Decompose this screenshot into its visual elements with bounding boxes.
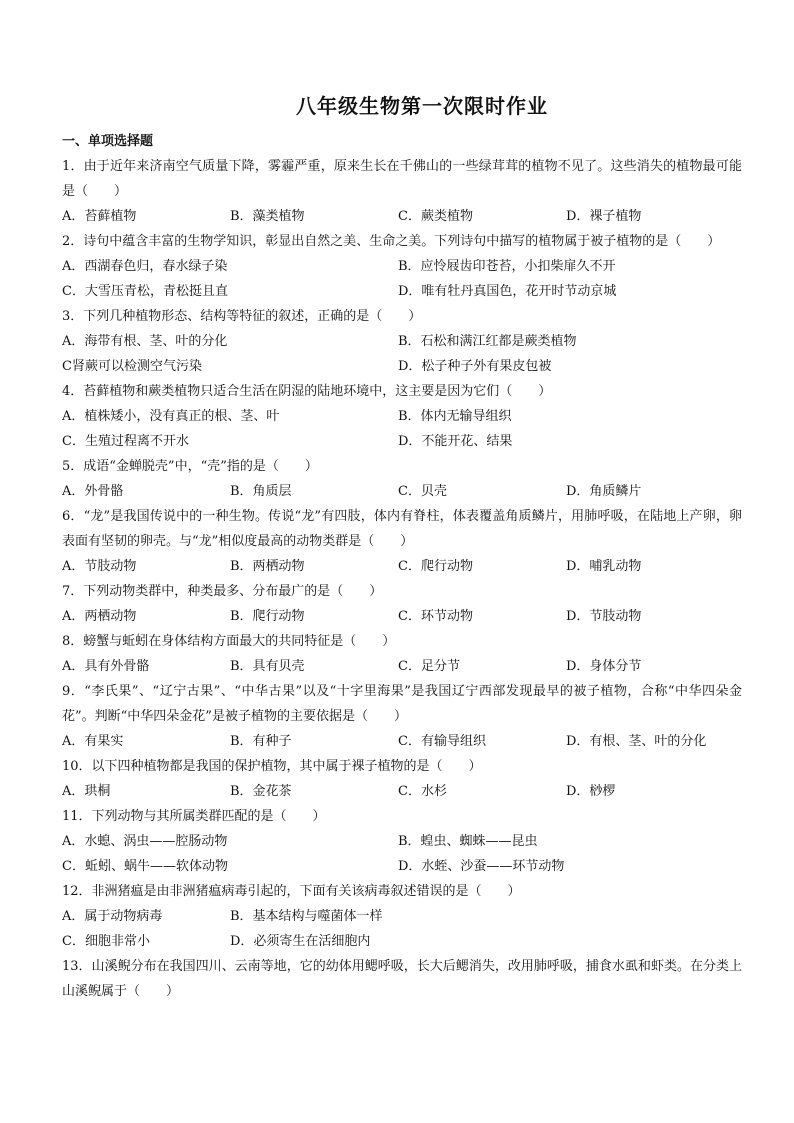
options-row	[62, 554, 742, 579]
option-d[interactable]: D．裸子植物	[566, 209, 642, 224]
option-c[interactable]: C．环节动物	[398, 609, 473, 624]
option-c[interactable]: C．水杉	[398, 784, 447, 799]
options-grid	[62, 404, 742, 454]
option-a[interactable]: A．有果实	[62, 734, 124, 749]
option-a[interactable]: A．两栖动物	[62, 609, 137, 624]
options-grid	[62, 329, 742, 379]
option-b[interactable]: B．金花茶	[230, 784, 292, 799]
question-7	[62, 579, 742, 629]
question-2	[62, 229, 742, 304]
question-9	[62, 679, 742, 754]
page-title: 八年级生物第一次限时作业	[296, 94, 548, 118]
question-stem: 4．苔藓植物和蕨类植物只适合生活在阴湿的陆地环境中，这主要是因为它们（ ）	[62, 384, 552, 399]
option-b[interactable]: B．有种子	[230, 734, 292, 749]
option-c[interactable]: C．有输导组织	[398, 734, 486, 749]
option-b[interactable]: B．应怜屐齿印苍苔，小扣柴扉久不开	[398, 259, 616, 274]
option-d[interactable]: D．角质鳞片	[566, 484, 642, 499]
option-d[interactable]: D．不能开花、结果	[398, 434, 513, 449]
question-6	[62, 504, 742, 579]
option-b[interactable]: B．基本结构与噬菌体一样	[230, 909, 383, 924]
option-a[interactable]: A．西湖春色归，春水绿子染	[62, 259, 228, 274]
question-3	[62, 304, 742, 379]
option-c[interactable]: C．细胞非常小	[62, 934, 150, 949]
option-b[interactable]: B．藻类植物	[230, 209, 305, 224]
question-5	[62, 454, 742, 504]
option-d[interactable]: D．节肢动物	[566, 609, 642, 624]
section-heading: 一、单项选择题	[62, 134, 154, 149]
option-b[interactable]: B．具有贝壳	[230, 659, 305, 674]
option-a[interactable]: A．外骨骼	[62, 484, 124, 499]
option-c[interactable]: C．蚯蚓、蜗牛——软体动物	[62, 859, 228, 874]
option-c[interactable]: C．足分节	[398, 659, 460, 674]
option-c[interactable]: C．生殖过程离不开水	[62, 434, 189, 449]
options-grid	[62, 829, 742, 879]
options-row	[62, 779, 742, 804]
option-a[interactable]: A．水螅、涡虫——腔肠动物	[62, 834, 228, 849]
question-stem: 1．由于近年来济南空气质量下降，雾霾严重，原来生长在千佛山的一些绿茸茸的植物不见了。这些消失的植物最可能是（ ）	[62, 159, 742, 199]
option-a[interactable]: A．苔藓植物	[62, 209, 137, 224]
question-stem: 10．以下四种植物都是我国的保护植物，其中属于裸子植物的是（ ）	[62, 759, 482, 774]
options-row	[62, 929, 742, 954]
option-a[interactable]: A．植株矮小，没有真正的根、茎、叶	[62, 409, 280, 424]
question-stem: 2．诗句中蕴含丰富的生物学知识，彰显出自然之美、生命之美。下列诗句中描写的植物属于被子植物的是（ ）	[62, 234, 721, 249]
option-a[interactable]: A．海带有根、茎、叶的分化	[62, 334, 228, 349]
option-b[interactable]: B．两栖动物	[230, 559, 305, 574]
question-11	[62, 804, 742, 879]
option-d[interactable]: D．哺乳动物	[566, 559, 642, 574]
options-row	[62, 729, 742, 754]
question-stem: 3．下列几种植物形态、结构等特征的叙述，正确的是（ ）	[62, 309, 422, 324]
option-d[interactable]: D．松子种子外有果皮包被	[398, 359, 552, 374]
option-b[interactable]: B．蝗虫、蜘蛛——昆虫	[398, 834, 538, 849]
question-stem: 7．下列动物类群中，种类最多、分布最广的是（ ）	[62, 584, 383, 599]
options-row	[62, 654, 742, 679]
option-d[interactable]: D．桫椤	[566, 784, 616, 799]
question-8	[62, 629, 742, 679]
option-c[interactable]: C．大雪压青松，青松挺且直	[62, 284, 228, 299]
question-stem: 13．山溪鲵分布在我国四川、云南等地，它的幼体用鳃呼吸，长大后鳃消失，改用肺呼吸，捕食水虱和虾类。在分类上山溪鲵属于（ ）	[62, 959, 742, 999]
options-grid	[62, 254, 742, 304]
question-12	[62, 879, 742, 954]
option-b[interactable]: B．角质层	[230, 484, 292, 499]
options-row	[62, 604, 742, 629]
question-13	[62, 954, 742, 1004]
option-c[interactable]: C．蕨类植物	[398, 209, 473, 224]
options-row	[62, 479, 742, 504]
option-d[interactable]: D．必须寄生在活细胞内	[230, 934, 371, 949]
worksheet-page	[62, 92, 742, 1004]
option-a[interactable]: A．属于动物病毒	[62, 909, 163, 924]
question-stem: 9．“李氏果”、“辽宁古果”、“中华古果”以及“十字里海果”是我国辽宁西部发现最早的被子植物，合称“中华四朵金花”。判断“中华四朵金花”是被子植物的主要依据是（ ）	[62, 684, 742, 724]
option-c[interactable]: C．爬行动物	[398, 559, 473, 574]
option-a[interactable]: A．珙桐	[62, 784, 111, 799]
option-c[interactable]: C．贝壳	[398, 484, 447, 499]
option-d[interactable]: D．有根、茎、叶的分化	[566, 734, 707, 749]
option-b[interactable]: B．体内无输导组织	[398, 409, 512, 424]
option-d[interactable]: D．唯有牡丹真国色，花开时节动京城	[398, 284, 617, 299]
option-d[interactable]: D．身体分节	[566, 659, 642, 674]
question-stem: 5．成语“金蝉脱壳”中，“壳”指的是（ ）	[62, 459, 318, 474]
option-c[interactable]: C肾蕨可以检测空气污染	[62, 359, 202, 374]
option-b[interactable]: B．石松和满江红都是蕨类植物	[398, 334, 577, 349]
question-stem: 11．下列动物与其所属类群匹配的是（ ）	[62, 809, 326, 824]
question-1	[62, 154, 742, 229]
option-d[interactable]: D．水蛭、沙蚕——环节动物	[398, 859, 565, 874]
question-4	[62, 379, 742, 454]
option-b[interactable]: B．爬行动物	[230, 609, 305, 624]
question-stem: 6．“龙”是我国传说中的一种生物。传说“龙”有四肢，体内有脊柱，体表覆盖角质鳞片，用肺呼吸，在陆地上产卵，卵表面有坚韧的卵壳。与“龙”相似度最高的动物类群是（ ）	[62, 509, 742, 549]
options-row	[62, 904, 742, 929]
question-stem: 8．螃蟹与蚯蚓在身体结构方面最大的共同特征是（ ）	[62, 634, 396, 649]
option-a[interactable]: A．具有外骨骼	[62, 659, 150, 674]
options-row	[62, 204, 742, 229]
question-10	[62, 754, 742, 804]
option-a[interactable]: A．节肢动物	[62, 559, 137, 574]
question-stem: 12．非洲猪瘟是由非洲猪瘟病毒引起的，下面有关该病毒叙述错误的是（ ）	[62, 884, 521, 899]
